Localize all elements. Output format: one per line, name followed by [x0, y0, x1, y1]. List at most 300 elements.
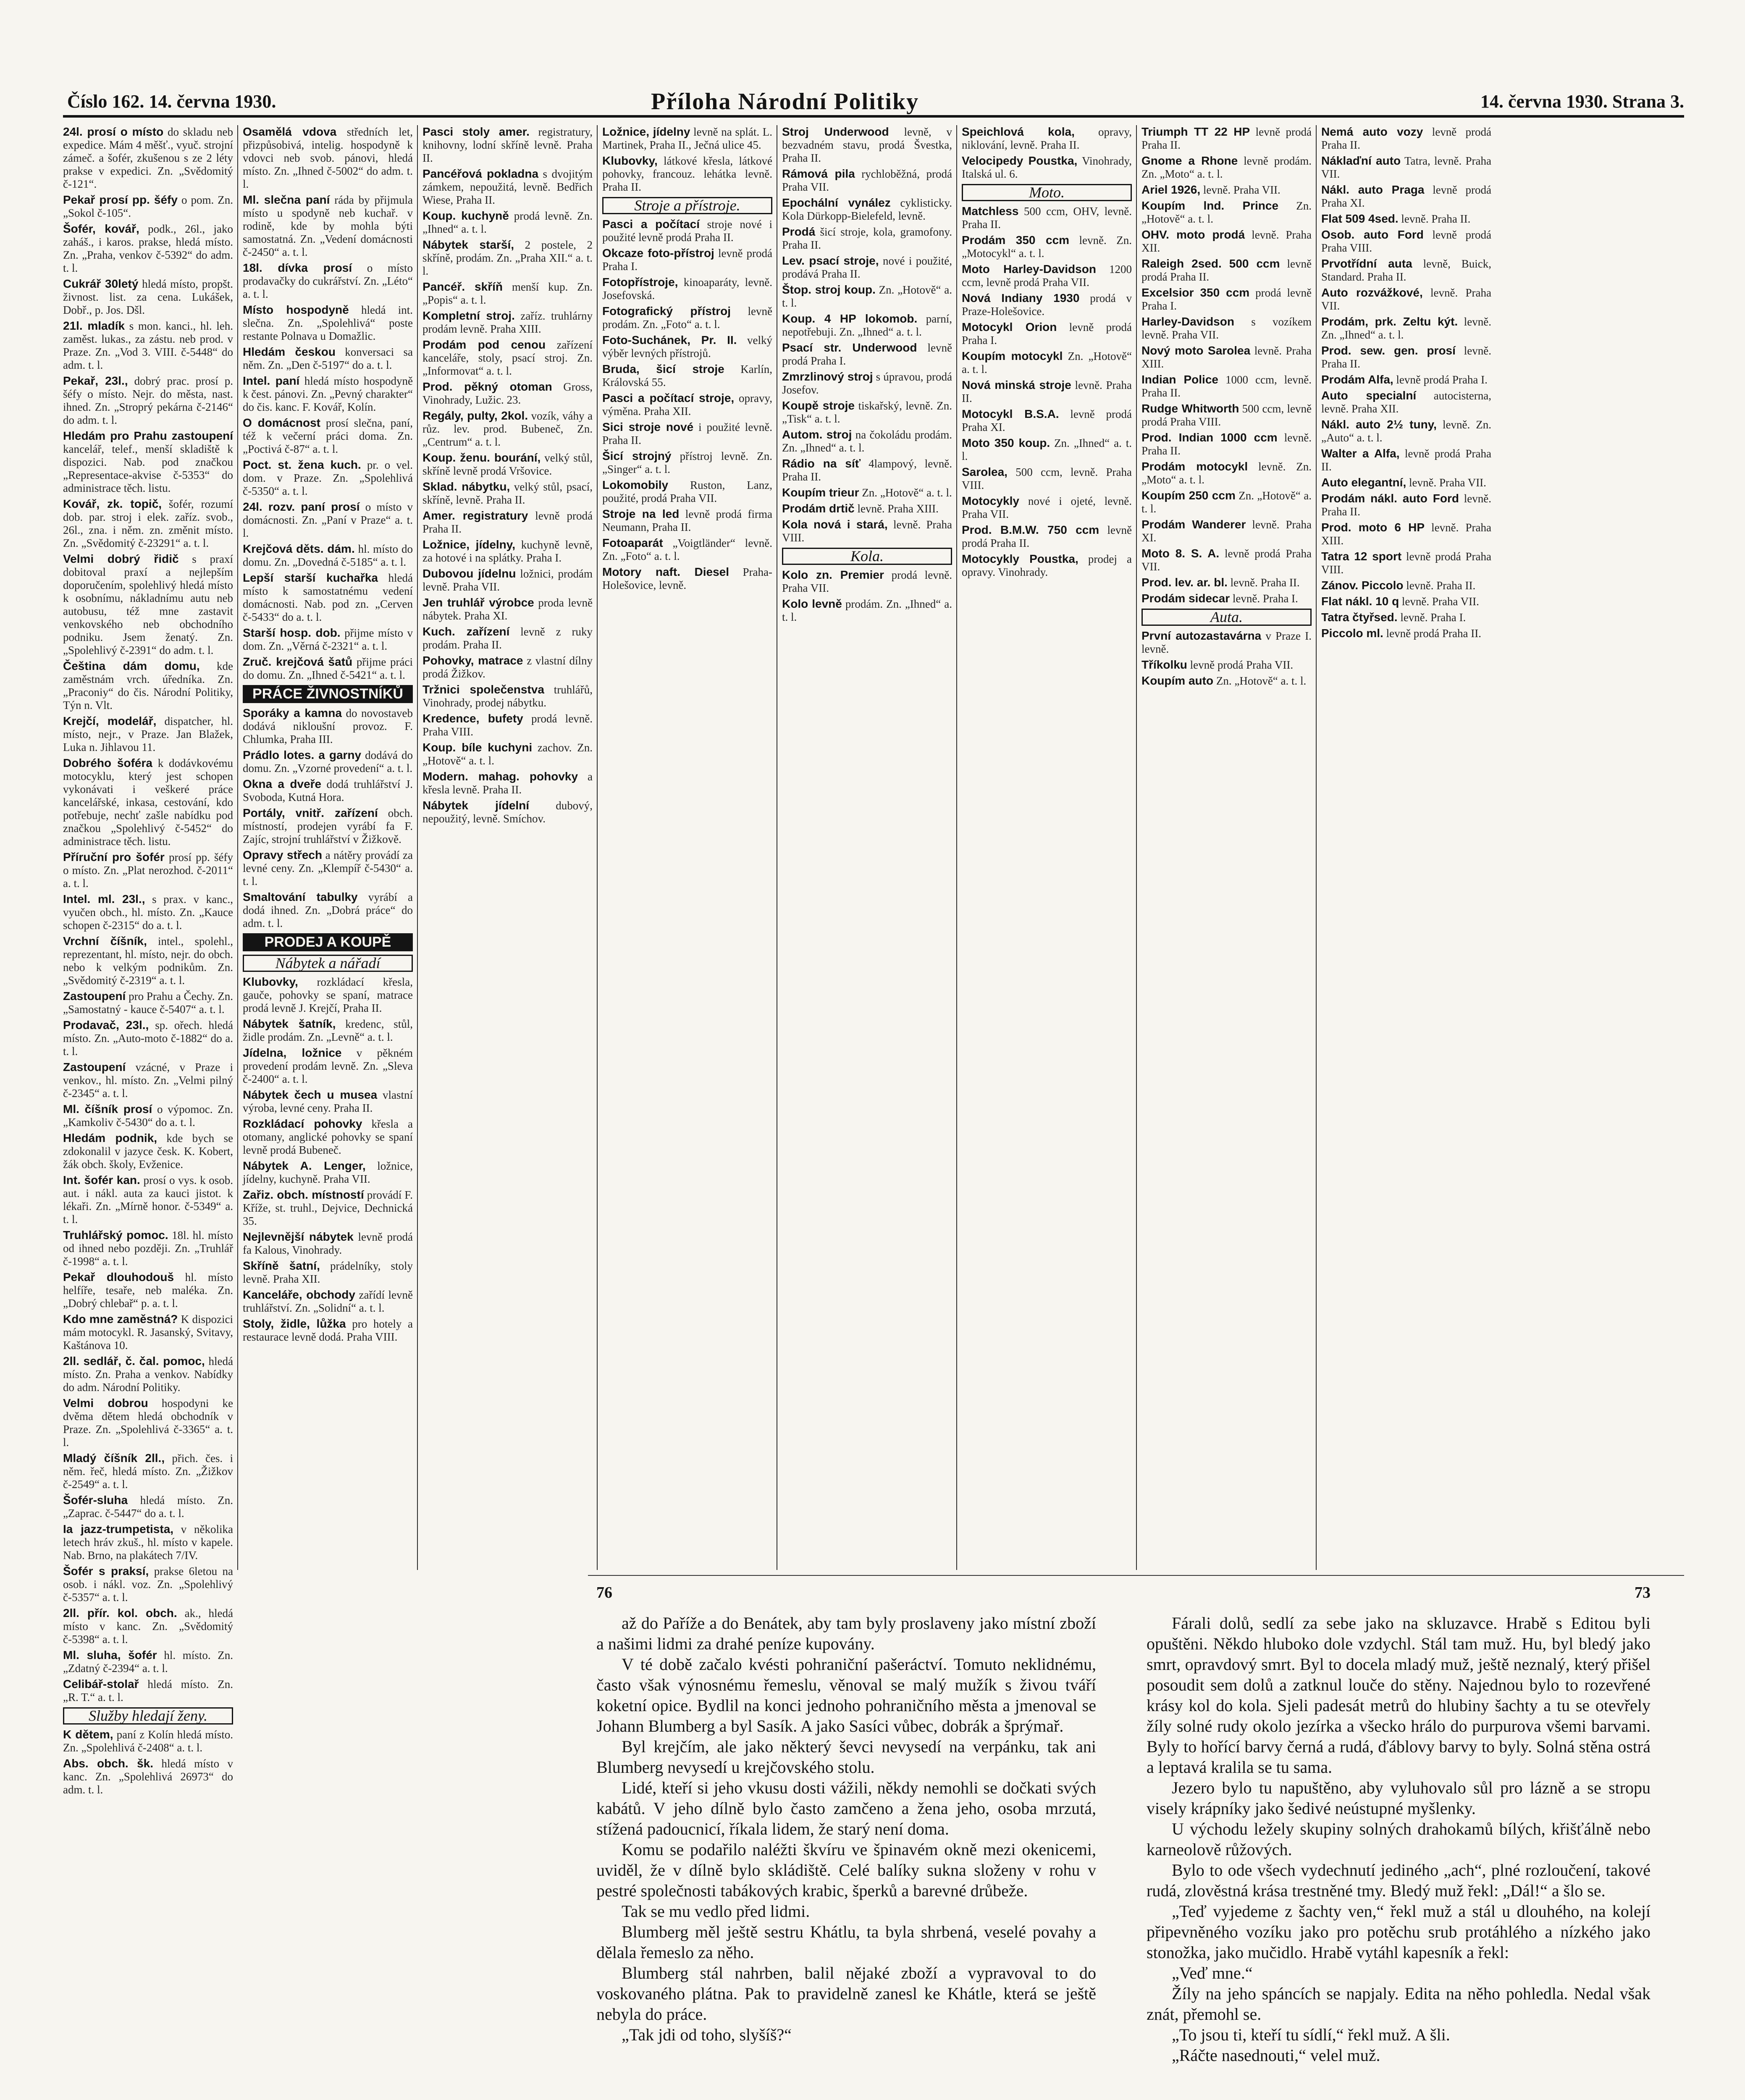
- classified-ad: [63, 552, 233, 657]
- ad-body: prodá levně. Praha VII.: [782, 569, 953, 594]
- classified-ad: [422, 451, 593, 478]
- ad-body: velký výběr levných přístrojů.: [602, 334, 772, 360]
- novel-page-number-right: 73: [1635, 1584, 1651, 1601]
- classified-ad: [63, 1494, 233, 1520]
- ad-body: levně. Praha II.: [962, 379, 1132, 404]
- ad-headline: Smaltování tabulky: [243, 890, 358, 903]
- ad-body: opravy, výměna. Praha XII.: [602, 392, 773, 417]
- ad-body: konversaci sa něm. Zn. „Den č-5197“ do a. t. l.: [243, 346, 413, 371]
- ad-body: levně. Praha VII.: [1203, 184, 1281, 196]
- ad-body: levně prodá Praha I.: [1396, 373, 1488, 386]
- ad-body: levně prodá Praha VIII.: [1321, 228, 1491, 254]
- ad-body: na čokoládu prodám. Zn. „Ihned“ a. t. l.: [782, 428, 952, 454]
- ad-body: ložnice, jídelny, kuchyně. Praha VII.: [243, 1160, 413, 1185]
- classified-ad: [422, 338, 593, 378]
- classified-ad: [243, 706, 413, 746]
- classified-ad: [63, 1270, 233, 1310]
- classified-ad: [602, 304, 772, 331]
- classified-ad: [602, 276, 772, 302]
- classified-ad: [1141, 315, 1312, 341]
- ad-body: levně. Praha XIII.: [1141, 344, 1312, 370]
- classified-column: [422, 125, 593, 1570]
- novel-top-rule: [588, 1575, 1684, 1576]
- ad-headline: Int. šofér kan.: [63, 1173, 140, 1186]
- novel-paragraph: Bylo to ode všech vydechnutí jediného „ach“, plné rozloučení, takové rudá, zlověstná krása trestněné tmy. Bledý muž řekl: „Dál!“ a šlo se.: [1147, 1861, 1651, 1900]
- classified-ad: [1321, 627, 1491, 640]
- ad-body: Karlín, Královská 55.: [602, 363, 773, 388]
- ad-body: do novostaveb dodává nikloušní provoz. F. Chlumka, Praha III.: [243, 707, 413, 746]
- ad-body: tiskařský, levně. Zn. „Tisk“ a. t. l.: [782, 399, 952, 425]
- ad-body: 500 ccm, OHV, levně. Praha II.: [962, 205, 1132, 231]
- ad-headline: Matchless: [962, 205, 1019, 218]
- classified-ad: [243, 1259, 413, 1286]
- novel-page-right: [1147, 1583, 1651, 2100]
- classified-ad: [1321, 286, 1491, 312]
- ad-body: prodá v Praze-Holešovice.: [962, 292, 1132, 318]
- ad-body: hospodyni ke dvěma dětem hledá obchodník v Praze. Zn. „Spolehlivá č-3365“ a. t. l.: [63, 1397, 233, 1449]
- classified-ad: [63, 222, 233, 275]
- column-separator: [237, 125, 238, 1570]
- ad-headline: Osob. auto Ford: [1321, 228, 1424, 241]
- subsection-heading: Moto.: [962, 184, 1132, 201]
- classified-ad: [243, 1288, 413, 1315]
- ad-headline: Kompletní stroj.: [422, 309, 515, 322]
- ad-headline: Nábytek starší,: [422, 238, 514, 251]
- ad-headline: Šofér s praksí,: [63, 1564, 149, 1578]
- classified-ad: [63, 374, 233, 427]
- ad-body: levně prodá Praha II.: [962, 524, 1132, 549]
- classified-ad: [1141, 154, 1312, 181]
- classified-ad: [422, 625, 593, 651]
- classified-ad: [602, 218, 772, 244]
- ad-headline: Ml. slečna paní: [243, 193, 330, 206]
- classified-ad: [602, 449, 772, 476]
- classified-column: [63, 125, 234, 1796]
- ad-headline: O domácnost: [243, 416, 321, 429]
- ad-headline: Raleigh 2sed. 500 ccm: [1141, 257, 1280, 270]
- classified-ad: [1321, 183, 1491, 210]
- ad-headline: Velocipedy Poustka,: [962, 154, 1078, 167]
- ad-headline: Autom. stroj: [782, 428, 852, 441]
- ad-body: vyrábí a dodá ihned. Zn. „Dobrá práce“ do adm. t. l.: [243, 891, 413, 929]
- ad-body: nové i ojeté, levně. Praha VII.: [962, 495, 1132, 520]
- ad-headline: Modern. mahag. pohovky: [422, 770, 578, 783]
- ad-body: stroje nové i použité levně prodá Praha II.: [602, 218, 773, 244]
- classified-ad: [782, 283, 952, 310]
- ad-body: proda levně nábytek. Praha XI.: [422, 596, 593, 622]
- ad-headline: Regály, pulty, 2kol.: [422, 409, 528, 422]
- column-separator: [1316, 125, 1317, 1570]
- ad-body: hl. místo helfíře, tesaře, neb maléka. Zn. „Dobrý chlebař“ p. a. t. l.: [63, 1271, 233, 1310]
- classified-column: [243, 125, 413, 1570]
- classified-ad: [63, 497, 233, 550]
- ad-headline: Rudge Whitworth: [1141, 402, 1239, 415]
- classified-ad: [782, 486, 952, 499]
- classified-ad: [962, 154, 1132, 181]
- classified-ad: [243, 500, 413, 540]
- classified-ad: [243, 261, 413, 301]
- classified-ad: [1141, 592, 1312, 605]
- ad-headline: Kolo levně: [782, 597, 842, 610]
- ad-body: prodá levně. Praha VIII.: [422, 712, 593, 738]
- classified-ad: [962, 523, 1132, 550]
- ad-headline: 2ll. sedlář, č. čal. pomoc,: [63, 1354, 205, 1368]
- ad-headline: Motocykly Poustka,: [962, 552, 1078, 565]
- classified-ad: [243, 748, 413, 775]
- column-separator: [597, 125, 598, 1570]
- classified-ad: [422, 596, 593, 622]
- ad-body: středních let, přizpůsobivá, intelig. hospodyně k vdovci neb svob. pánovi, hledá místo. Zn. „Ihned č-5002“ do adm. t. l.: [243, 126, 413, 190]
- classified-ad: [243, 303, 413, 343]
- ad-body: i použité levně. Praha II.: [602, 421, 773, 446]
- classified-ad: [602, 420, 772, 447]
- ad-headline: Velmi dobrou: [63, 1396, 148, 1410]
- ad-headline: Ml. sluha, šofér: [63, 1648, 157, 1662]
- classified-ad: [422, 380, 593, 407]
- ad-headline: Psací str. Underwood: [782, 341, 917, 354]
- ad-body: opravy, niklování, levně. Praha II.: [962, 126, 1132, 151]
- ad-body: levně. Praha II.: [1406, 579, 1476, 592]
- classified-ad: [1141, 183, 1312, 197]
- ad-headline: Pasci a počítací stroje,: [602, 391, 735, 404]
- ad-body: pr. o vel. dom. v Praze. Zn. „Spolehlivá č-5350“ a. t. l.: [243, 459, 413, 497]
- classified-ad: [243, 1159, 413, 1186]
- classified-ad: [422, 509, 593, 536]
- ad-headline: Zruč. krejčová šatů: [243, 655, 353, 668]
- ad-body: v pěkném provedení prodám levně. Zn. „Sleva č-2400“ a. t. l.: [243, 1047, 413, 1085]
- classified-ad: [63, 1452, 233, 1491]
- ad-body: kde bych se zdokonalil v jazyce česk. K. Kobert, žák obch. školy, Evženice.: [63, 1132, 233, 1171]
- classified-ad: [602, 333, 772, 360]
- classified-ad: [1321, 228, 1491, 255]
- ad-body: levně prodá Praha II.: [1321, 126, 1491, 151]
- classified-ad: [1141, 576, 1312, 589]
- classified-ad: [782, 196, 952, 223]
- classified-ad: [422, 480, 593, 507]
- ad-headline: Lev. psací stroje,: [782, 254, 879, 267]
- novel-paragraph: Blumberg měl ještě sestru Khátlu, ta byla shrbená, veselé povahy a dělala řemeslo za něho.: [596, 1922, 1096, 1962]
- classified-column: [782, 125, 952, 1570]
- ad-headline: 2ll. přír. kol. obch.: [63, 1606, 177, 1620]
- ad-body: levně na splát. L. Martinek, Praha II., Ječná ulice 45.: [602, 126, 773, 151]
- ad-body: a nátěry provádí za levné ceny. Zn. „Klempíř č-5430“ a. t. l.: [243, 849, 413, 887]
- classified-ad: [782, 428, 952, 454]
- classified-ad: [1141, 518, 1312, 544]
- ad-body: vlastní výroba, levné ceny. Praha II.: [243, 1089, 413, 1114]
- ad-body: 4lampový, levně. Praha II.: [782, 457, 952, 483]
- ad-body: levně. Praha XI.: [1141, 518, 1312, 544]
- ad-body: levně. Zn. „Motocykl“ a. t. l.: [962, 234, 1132, 260]
- ad-body: levně prodá Praha II.: [1386, 627, 1481, 640]
- ad-body: Zn. „Hotově“ a. t. l.: [1141, 200, 1312, 225]
- novel-text-right: [1147, 1613, 1651, 2066]
- classified-ad: [63, 1396, 233, 1449]
- classified-ad: [63, 850, 233, 890]
- date-page-number: 14. června 1930. Strana 3.: [1480, 91, 1684, 112]
- classified-ad: [63, 1606, 233, 1646]
- classified-ad: [243, 416, 413, 456]
- ad-headline: Šofér, kovář,: [63, 222, 139, 235]
- ad-headline: Kovář, zk. topič,: [63, 497, 162, 510]
- classified-ad: [1321, 521, 1491, 547]
- classified-ad: [243, 890, 413, 930]
- ad-body: intel., spolehl., reprezentant, hl. místo, nejr. do obch. nebo k velkým podnikům. Zn. „Svědomitý č-2319“ a. t. l.: [63, 935, 233, 987]
- ad-headline: Pekař prosí pp. šéfy: [63, 193, 178, 206]
- novel-paragraph: Blumberg stál nahrben, balil nějaké zboží a vypravoval to do voskovaného plátna. Pak to pravidelně zanesl ke Khátle, která se ještě nebyla do práce.: [596, 1964, 1096, 2024]
- classified-ad: [63, 1018, 233, 1058]
- classified-ad: [63, 193, 233, 220]
- classified-ad: [1141, 199, 1312, 226]
- ad-headline: Prod. pěkný otoman: [422, 380, 552, 393]
- ad-headline: Indian Police: [1141, 373, 1218, 386]
- ad-headline: 24l. prosí o místo: [63, 125, 164, 138]
- classified-ad: [243, 374, 413, 414]
- classified-ad: [422, 770, 593, 796]
- ad-headline: Kuch. zařízení: [422, 625, 510, 638]
- classified-ad: [782, 518, 952, 544]
- classified-ad: [63, 1131, 233, 1171]
- ad-headline: Prodám 350 ccm: [962, 234, 1070, 247]
- ad-headline: Excelsior 350 ccm: [1141, 286, 1250, 299]
- classified-ad: [1321, 476, 1491, 489]
- classified-ad: [782, 502, 952, 515]
- ad-headline: Truhlářský pomoc.: [63, 1228, 168, 1242]
- ad-body: levně. Praha II.: [1401, 213, 1471, 225]
- ad-body: levně. Praha II.: [1141, 431, 1312, 457]
- novel-paragraph: V té době začalo kvésti pohraniční pašeráctví. Tomuto neklidnému, často však výnosnému řemeslu, věnoval se malý mužík s živou tváří koketní opice. Bydlil na konci jednoho pohraničního města a jmenoval se Johann Blumberg a byl Sasík. A jako Sasíci vůbec, dobrák a šprýmař.: [596, 1655, 1096, 1735]
- ad-body: levně z ruky prodám. Praha II.: [422, 625, 593, 651]
- classified-ad: [422, 209, 593, 236]
- ad-body: hledá int. slečna. Zn. „Spolehlivá“ poste restante Polnava u Domažlic.: [243, 304, 413, 342]
- classified-ad: [962, 465, 1132, 492]
- ad-body: levně. Praha I.: [1400, 611, 1466, 624]
- ad-headline: Pekař, 23l.,: [63, 374, 128, 387]
- ad-headline: Kola nová i stará,: [782, 518, 888, 531]
- classified-ad: [782, 568, 952, 595]
- ad-headline: Moto 350 koup.: [962, 436, 1050, 449]
- classified-ad: [782, 125, 952, 165]
- classified-ad: [63, 1648, 233, 1675]
- ad-body: hledá místo. Zn. „Zaprac. č-5447“ do a. t. l.: [63, 1494, 233, 1520]
- ad-headline: Pancéř. skříň: [422, 280, 503, 293]
- column-separator: [956, 125, 957, 1570]
- ad-headline: Walter a Alfa,: [1321, 447, 1400, 460]
- ad-body: hledá místo k samostatnému vedení domácnosti. Nab. pod zn. „Cerven č-5433“ do a. t. l.: [243, 572, 413, 623]
- column-separator: [1136, 125, 1137, 1570]
- ad-headline: Fotografický přístroj: [602, 304, 731, 318]
- classified-ad: [243, 626, 413, 653]
- ad-headline: Ia jazz-trumpetista,: [63, 1522, 174, 1536]
- ad-body: kuchyně levně, za hotové i na splátky. Praha I.: [422, 538, 593, 564]
- section-heading: PRÁCE ŽIVNOSTNÍKŮ: [243, 685, 413, 703]
- ad-headline: Štop. stroj koup.: [782, 283, 876, 296]
- classified-ad: [1321, 611, 1491, 624]
- novel-paragraph: Byl krejčím, ale jako některý ševci nevysedí na verpánku, tak ani Blumberg nevysedí u krejčovského stolu.: [596, 1737, 1096, 1777]
- ad-body: šicí stroje, kola, gramofony. Praha II.: [782, 226, 953, 251]
- ad-headline: Stroj Underwood: [782, 125, 889, 138]
- ad-body: prosí slečna, paní, též k večerní práci doma. Zn. „Poctivá č-87“ a. t. l.: [243, 417, 413, 455]
- ad-headline: Příruční pro šofér: [63, 850, 165, 864]
- classified-ad: [63, 1228, 233, 1268]
- ad-body: velký stůl, skříně levně prodá Vršovice.: [422, 452, 593, 477]
- ad-headline: Koupím motocykl: [962, 349, 1063, 362]
- ad-headline: Nábytek A. Lenger,: [243, 1159, 366, 1172]
- classified-ad: [63, 1354, 233, 1394]
- classified-ad: [63, 277, 233, 317]
- classified-ad: [1321, 315, 1491, 341]
- ad-headline: Prodám drtič: [782, 502, 855, 515]
- classified-ad: [602, 507, 772, 534]
- classified-ad: [422, 125, 593, 165]
- ad-body: levně prodá fa Kalous, Vinohrady.: [243, 1231, 413, 1256]
- classified-ad: [243, 1046, 413, 1086]
- ad-headline: Gnome a Rhone: [1141, 154, 1238, 167]
- ad-body: zaříz. truhlárny prodám levně. Praha XIII.: [422, 310, 593, 335]
- classified-ad: [63, 756, 233, 848]
- classified-ad: [422, 712, 593, 738]
- classified-ad: [243, 1017, 413, 1044]
- ad-headline: Zmrzlinový stroj: [782, 370, 873, 383]
- ad-headline: Dobrého šoféra: [63, 756, 152, 769]
- ad-body: kde zaměstnám vrch. úředníka. Zn. „Praconiy“ do čis. Národní Politiky, Týn n. Vlt.: [63, 660, 234, 711]
- ad-body: zařízení kanceláře, stoly, psací stroj. Zn. „Informovat“ a. t. l.: [422, 339, 593, 377]
- ad-body: prosí o vys. k osob. aut. i nákl. auta za kauci jistot. k lékaři. Zn. „Mírně honor. č-5349“ a. t. l.: [63, 1174, 234, 1226]
- ad-headline: Pohovky, matrace: [422, 654, 523, 667]
- classified-ad: [602, 247, 772, 273]
- ad-headline: Krejčí, modelář,: [63, 714, 157, 727]
- classified-column: [602, 125, 772, 1570]
- ad-headline: Pasci a počítací: [602, 218, 700, 231]
- ad-body: 1200 ccm, levně prodá Praha VII.: [962, 263, 1132, 289]
- ad-headline: K dětem,: [63, 1728, 113, 1741]
- classified-ad: [63, 125, 233, 191]
- ad-body: prodá levně Praha I.: [1141, 286, 1312, 312]
- ad-headline: Nákl. auto 2½ tuny,: [1321, 418, 1437, 431]
- ad-body: vzácné, v Praze i venkov., hl. místo. Zn. „Velmi pilný č-2345“ a. t. l.: [63, 1061, 233, 1100]
- classified-ad: [1141, 286, 1312, 312]
- ad-headline: Intel. paní: [243, 374, 300, 387]
- ad-headline: Okcaze foto-přístroj: [602, 247, 714, 260]
- ad-body: s dvojitým zámkem, nepoužitá, levně. Bedřich Wiese, Praha II.: [422, 168, 593, 206]
- classified-ad: [243, 542, 413, 569]
- ad-body: do skladu neb expedice. Mám 4 měšť., vyuč. strojní zámeč. a šofér, zkušenou s ze 2 léty prakse v expedici. Zn. „Svědomitý č-121“.: [63, 126, 234, 190]
- subsection-heading: Služby hledají ženy.: [63, 1707, 233, 1725]
- ad-body: K dispozici mám motocykl. R. Jasanský, Svitavy, Kaštánova 10.: [63, 1313, 234, 1352]
- ad-headline: Moto 8. S. A.: [1141, 547, 1220, 560]
- classified-ad: [422, 799, 593, 825]
- classified-ad: [422, 167, 593, 207]
- classified-ad: [1321, 154, 1491, 181]
- classified-ad: [1141, 228, 1312, 255]
- ad-body: kredenc, stůl, židle prodám. Zn. „Levně“ a. t. l.: [243, 1018, 413, 1043]
- ad-body: Tatra, levně. Praha VII.: [1321, 155, 1492, 180]
- ad-body: o výpomoc. Zn. „Kamkoliv č-5430“ do a. t. l.: [63, 1103, 234, 1129]
- ad-headline: Portály, vnitř. zařízení: [243, 806, 378, 819]
- classified-ad: [602, 362, 772, 389]
- ad-body: 500 ccm, levně. Praha VIII.: [962, 466, 1132, 491]
- ad-headline: Osamělá vdova: [243, 125, 337, 138]
- ad-body: k dodávkovému motocyklu, který jest schopen vykonávati i veškeré práce kancelářské, inkasa, cestování, kdo potřebuje, nechť zašle nabídku pod značkou „Spolehlivý č-5452“ do administrace těch. listu.: [63, 757, 233, 848]
- ad-body: pro Prahu a Čechy. Zn. „Samostatný - kauce č-5407“ a. t. l.: [63, 990, 233, 1016]
- masthead: [63, 88, 1684, 118]
- classified-ad: [1141, 257, 1312, 284]
- ad-headline: První autozastavárna: [1141, 629, 1262, 642]
- classified-ad: [1141, 373, 1312, 399]
- ad-body: levně. Praha II.: [1230, 576, 1300, 589]
- ad-body: levně. Praha VII.: [1401, 595, 1479, 608]
- ad-body: dobrý prac. prosí p. šéfy o místo. Nejr. do města, nast. ihned. Zn. „Stroprý pekárna č-2146“ do adm. t. l.: [63, 375, 234, 426]
- classified-ad: [1141, 674, 1312, 688]
- ad-headline: Hledám českou: [243, 345, 336, 358]
- novel-paragraph: Tak se mu vedlo před lidmi.: [622, 1902, 810, 1921]
- classified-ad: [422, 280, 593, 307]
- classified-ad: [1321, 550, 1491, 576]
- ad-headline: Koupím trieur: [782, 486, 859, 499]
- classified-ad: [1321, 579, 1491, 592]
- ad-body: levně prodá Praha II.: [1141, 257, 1312, 283]
- ad-headline: Poct. st. žena kuch.: [243, 458, 361, 471]
- ad-body: 18l. hl. místo od ihned nebo později. Zn. „Truhlář č-1998“ a. t. l.: [63, 1229, 234, 1268]
- classified-ad: [63, 1757, 233, 1796]
- ad-headline: Klubovky,: [243, 975, 298, 988]
- ad-body: autocisterna, levně. Praha XII.: [1321, 389, 1491, 415]
- novel-paragraph: až do Paříže a do Benátek, aby tam byly proslaveny jako místní zboží a našimi lidmi za drahé peníze kupovány.: [596, 1614, 1096, 1653]
- ad-headline: Motory naft. Diesel: [602, 565, 729, 578]
- ad-body: Zn. „Hotově“ a. t. l.: [962, 350, 1132, 375]
- ad-headline: Ložnice, jídelny: [602, 125, 690, 138]
- ad-body: levně prodá Praha XI.: [1321, 184, 1492, 209]
- ad-headline: Speichlová kola,: [962, 125, 1075, 138]
- ad-body: přijme místo v dom. Zn. „Věrná č-2321“ a. t. l.: [243, 627, 413, 652]
- ad-body: přístroj levně. Zn. „Singer“ a. t. l.: [602, 450, 773, 475]
- classified-ad: [782, 399, 952, 425]
- ad-body: ak., hledá místo v kanc. Zn. „Svědomitý č-5398“ a. t. l.: [63, 1607, 234, 1646]
- ad-headline: Motocykly: [962, 494, 1019, 507]
- ad-body: levně. Zn. „Auto“ a. t. l.: [1321, 418, 1492, 444]
- ad-body: levně prodá Praha XI.: [962, 408, 1132, 433]
- ad-body: levně, v bezvadném stavu, prodá Švestka, Praha II.: [782, 126, 952, 164]
- ad-body: levně. Praha VII.: [1321, 286, 1491, 312]
- ad-body: dispatcher, hl. místo, nejr., v Praze. Jan Blažek, Luka n. Jihlavou 11.: [63, 715, 233, 753]
- ad-headline: Prodám nákl. auto Ford: [1321, 492, 1459, 505]
- ad-headline: Rámová pila: [782, 167, 855, 180]
- ad-body: kinoaparáty, levně. Josefovská.: [602, 276, 772, 302]
- column-separator: [417, 125, 418, 1570]
- ad-headline: Motocykl B.S.A.: [962, 407, 1059, 420]
- classified-ad: [782, 167, 952, 194]
- ad-headline: Triumph TT 22 HP: [1141, 125, 1250, 138]
- ad-body: prakse 6letou na osob. i nákl. voz. Zn. „Spolehlivý č-5357“ a. t. l.: [63, 1565, 234, 1604]
- novel-paragraph: „Tak jdi od toho, slyšíš?“: [622, 2025, 792, 2044]
- classified-ad: [63, 892, 233, 932]
- ad-body: levně prodá Praha II.: [1141, 126, 1312, 151]
- ad-body: Zn. „Hotově“ a. t. l.: [1141, 489, 1312, 515]
- ad-body: zařídí levně truhlářství. Zn. „Solidní“ a. t. l.: [243, 1289, 413, 1314]
- ad-body: hledá místo. Zn. „R. T.“ a. t. l.: [63, 1678, 233, 1704]
- ad-body: v Praze I. levně.: [1141, 630, 1312, 655]
- ad-headline: Koupím lnd. Prince: [1141, 199, 1279, 212]
- ad-headline: Cukrář 30letý: [63, 277, 139, 290]
- ad-headline: Zařiz. obch. místností: [243, 1188, 364, 1201]
- classified-ad: [63, 1522, 233, 1562]
- classified-column: [1321, 125, 1491, 1570]
- ad-body: rychloběžná, prodá Praha VII.: [782, 168, 952, 193]
- ad-headline: Prod. sew. gen. prosí: [1321, 344, 1456, 357]
- ad-headline: Zastoupení: [63, 990, 126, 1003]
- ad-body: levně prodám. Zn. „Foto“ a. t. l.: [602, 305, 772, 331]
- classified-ad: [243, 806, 413, 846]
- ad-headline: Prodám, prk. Zeltu kýt.: [1321, 315, 1458, 328]
